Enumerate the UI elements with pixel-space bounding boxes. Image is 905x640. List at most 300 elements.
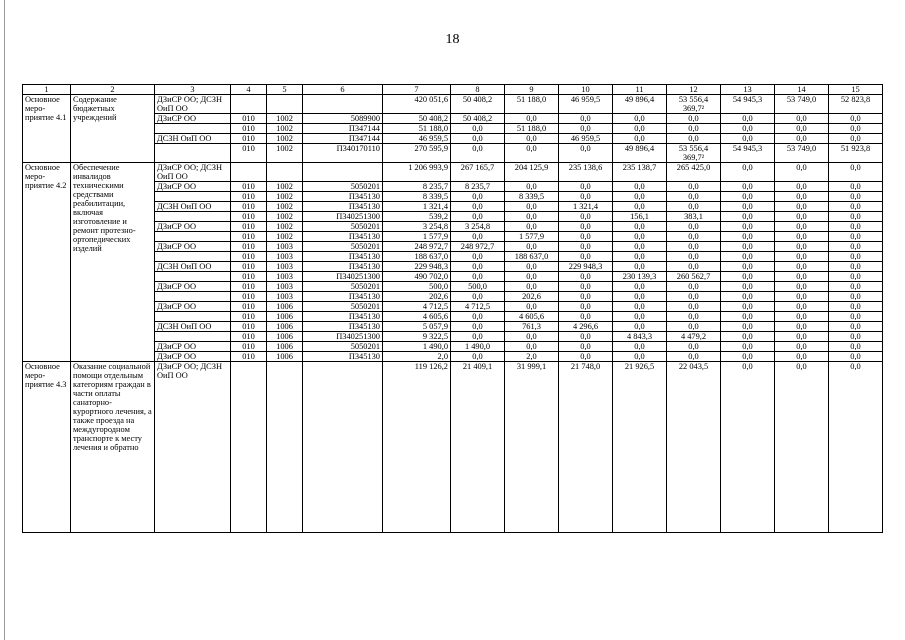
- section-code-cell: 1006: [267, 332, 303, 342]
- amount-cell: 5 057,9: [383, 322, 451, 332]
- amount-cell: 0,0: [775, 292, 829, 302]
- amount-cell: 0,0: [721, 302, 775, 312]
- target-article-cell: П345130: [303, 292, 383, 302]
- target-article-cell: П345130: [303, 352, 383, 362]
- target-article-cell: П345130: [303, 232, 383, 242]
- amount-cell: 0,0: [505, 332, 559, 342]
- column-number: 4: [231, 85, 267, 95]
- section-code-cell: 1002: [267, 144, 303, 163]
- amount-cell: 0,0: [451, 232, 505, 242]
- grbs-code-cell: [231, 362, 267, 533]
- amount-cell: 50 408,2: [451, 114, 505, 124]
- amount-cell: 0,0: [505, 342, 559, 352]
- amount-cell: 0,0: [775, 252, 829, 262]
- amount-cell: 0,0: [559, 182, 613, 192]
- amount-cell: 0,0: [721, 212, 775, 222]
- amount-cell: 0,0: [829, 342, 883, 352]
- amount-cell: 1 321,4: [559, 202, 613, 212]
- amount-cell: 0,0: [775, 342, 829, 352]
- amount-cell: 0,0: [829, 232, 883, 242]
- amount-cell: 0,0: [559, 192, 613, 202]
- amount-cell: 0,0: [775, 134, 829, 144]
- amount-cell: 0,0: [451, 292, 505, 302]
- amount-cell: 0,0: [613, 232, 667, 242]
- amount-cell: 0,0: [559, 272, 613, 282]
- section-code-cell: 1006: [267, 302, 303, 312]
- amount-cell: 0,0: [613, 192, 667, 202]
- amount-cell: 51 188,0: [505, 95, 559, 114]
- amount-cell: 235 138,6: [559, 163, 613, 182]
- amount-cell: 0,0: [559, 212, 613, 222]
- amount-cell: 9 322,5: [383, 332, 451, 342]
- amount-cell: 0,0: [721, 322, 775, 332]
- target-article-cell: П345130: [303, 322, 383, 332]
- grbs-code-cell: 010: [231, 282, 267, 292]
- amount-cell: 4 605,6: [383, 312, 451, 322]
- scan-edge-line: [4, 0, 5, 640]
- section-code-cell: 1002: [267, 222, 303, 232]
- amount-cell: 0,0: [829, 302, 883, 312]
- executor-cell: [155, 292, 231, 302]
- target-article-cell: 5050201: [303, 302, 383, 312]
- amount-cell: 0,0: [775, 212, 829, 222]
- amount-cell: 0,0: [505, 272, 559, 282]
- amount-cell: 0,0: [613, 342, 667, 352]
- grbs-code-cell: [231, 95, 267, 114]
- column-number: 13: [721, 85, 775, 95]
- amount-cell: 1 577,9: [505, 232, 559, 242]
- target-article-cell: П347144: [303, 134, 383, 144]
- amount-cell: 0,0: [829, 362, 883, 533]
- amount-cell: 1 490,0: [451, 342, 505, 352]
- grbs-code-cell: 010: [231, 192, 267, 202]
- amount-cell: 0,0: [505, 202, 559, 212]
- amount-cell: 0,0: [505, 262, 559, 272]
- amount-cell: 500,0: [451, 282, 505, 292]
- amount-cell: 51 188,0: [505, 124, 559, 134]
- amount-cell: 0,0: [667, 124, 721, 134]
- grbs-code-cell: 010: [231, 352, 267, 362]
- amount-cell: 0,0: [829, 262, 883, 272]
- table-row: [23, 163, 883, 182]
- amount-cell: 0,0: [613, 124, 667, 134]
- column-number: 14: [775, 85, 829, 95]
- target-article-cell: П340251300: [303, 332, 383, 342]
- amount-cell: 0,0: [505, 212, 559, 222]
- column-number: 15: [829, 85, 883, 95]
- grbs-code-cell: 010: [231, 262, 267, 272]
- amount-cell: 4 605,6: [505, 312, 559, 322]
- amount-cell: 4 712,5: [451, 302, 505, 312]
- amount-cell: 0,0: [451, 124, 505, 134]
- executor-cell: ДЗиСР ОО: [155, 342, 231, 352]
- amount-cell: 0,0: [613, 114, 667, 124]
- section-code-cell: 1003: [267, 292, 303, 302]
- amount-cell: 49 896,4: [613, 144, 667, 163]
- amount-cell: 0,0: [775, 222, 829, 232]
- executor-cell: [155, 272, 231, 282]
- amount-cell: 1 577,9: [383, 232, 451, 242]
- target-article-cell: 5050201: [303, 342, 383, 352]
- column-number: 9: [505, 85, 559, 95]
- amount-cell: 0,0: [559, 222, 613, 232]
- amount-cell: 1 206 993,9: [383, 163, 451, 182]
- grbs-code-cell: 010: [231, 342, 267, 352]
- amount-cell: 0,0: [775, 322, 829, 332]
- target-article-cell: 5089900: [303, 114, 383, 124]
- amount-cell: 0,0: [505, 134, 559, 144]
- amount-cell: 0,0: [829, 163, 883, 182]
- executor-cell: ДЗиСР ОО; ДСЗН ОиП ОО: [155, 163, 231, 182]
- measure-description-cell: Обеспечение инвалидов техническими средствами реабилитации, включая изготовление и ремонт протезно-ортопедических изделий: [71, 163, 155, 362]
- amount-cell: 0,0: [451, 252, 505, 262]
- amount-cell: 0,0: [451, 192, 505, 202]
- grbs-code-cell: 010: [231, 114, 267, 124]
- amount-cell: 0,0: [559, 252, 613, 262]
- amount-cell: 383,1: [667, 212, 721, 222]
- amount-cell: 0,0: [721, 262, 775, 272]
- executor-cell: ДЗиСР ОО; ДСЗН ОиП ОО: [155, 362, 231, 533]
- executor-cell: ДСЗН ОиП ОО: [155, 202, 231, 212]
- amount-cell: 0,0: [829, 272, 883, 282]
- amount-cell: 54 945,3: [721, 144, 775, 163]
- amount-cell: 0,0: [451, 144, 505, 163]
- executor-cell: [155, 232, 231, 242]
- amount-cell: 49 896,4: [613, 95, 667, 114]
- amount-cell: 204 125,9: [505, 163, 559, 182]
- amount-cell: 0,0: [775, 282, 829, 292]
- amount-cell: 0,0: [721, 232, 775, 242]
- grbs-code-cell: [231, 163, 267, 182]
- amount-cell: 0,0: [721, 202, 775, 212]
- amount-cell: 0,0: [505, 282, 559, 292]
- table-row: [23, 362, 883, 533]
- amount-cell: 0,0: [775, 302, 829, 312]
- target-article-cell: П345130: [303, 262, 383, 272]
- amount-cell: 52 823,8: [829, 95, 883, 114]
- amount-cell: 0,0: [559, 282, 613, 292]
- grbs-code-cell: 010: [231, 292, 267, 302]
- grbs-code-cell: 010: [231, 182, 267, 192]
- section-code-cell: 1002: [267, 182, 303, 192]
- amount-cell: 0,0: [829, 292, 883, 302]
- amount-cell: 0,0: [721, 134, 775, 144]
- page-number: 18: [445, 32, 460, 47]
- amount-cell: 0,0: [559, 352, 613, 362]
- amount-cell: 0,0: [559, 114, 613, 124]
- amount-cell: 0,0: [775, 242, 829, 252]
- amount-cell: 0,0: [775, 232, 829, 242]
- amount-cell: 3 254,8: [451, 222, 505, 232]
- amount-cell: 51 188,0: [383, 124, 451, 134]
- executor-cell: ДЗиСР ОО; ДСЗН ОиП ОО: [155, 95, 231, 114]
- executor-cell: [155, 252, 231, 262]
- amount-cell: 0,0: [559, 144, 613, 163]
- amount-cell: 0,0: [505, 302, 559, 312]
- section-code-cell: 1003: [267, 242, 303, 252]
- amount-cell: 0,0: [451, 272, 505, 282]
- section-code-cell: 1002: [267, 232, 303, 242]
- section-code-cell: 1002: [267, 114, 303, 124]
- grbs-code-cell: 010: [231, 222, 267, 232]
- amount-cell: 267 165,7: [451, 163, 505, 182]
- grbs-code-cell: 010: [231, 134, 267, 144]
- amount-cell: 248 972,7: [383, 242, 451, 252]
- executor-cell: ДЗиСР ОО: [155, 242, 231, 252]
- section-code-cell: 1002: [267, 134, 303, 144]
- amount-cell: 0,0: [613, 282, 667, 292]
- amount-cell: 0,0: [667, 352, 721, 362]
- amount-cell: 0,0: [775, 192, 829, 202]
- amount-cell: 21 926,5: [613, 362, 667, 533]
- amount-cell: 265 425,0: [667, 163, 721, 182]
- amount-cell: 0,0: [829, 242, 883, 252]
- column-number: 5: [267, 85, 303, 95]
- amount-cell: 0,0: [721, 163, 775, 182]
- amount-cell: 0,0: [721, 182, 775, 192]
- section-code-cell: [267, 95, 303, 114]
- amount-cell: 0,0: [505, 182, 559, 192]
- amount-cell: 761,3: [505, 322, 559, 332]
- amount-cell: 0,0: [829, 352, 883, 362]
- amount-cell: 0,0: [829, 192, 883, 202]
- amount-cell: 0,0: [505, 242, 559, 252]
- amount-cell: 0,0: [721, 332, 775, 342]
- target-article-cell: П345130: [303, 312, 383, 322]
- amount-cell: 4 296,6: [559, 322, 613, 332]
- amount-cell: 0,0: [721, 124, 775, 134]
- amount-cell: 0,0: [667, 282, 721, 292]
- section-code-cell: 1002: [267, 212, 303, 222]
- amount-cell: 0,0: [559, 342, 613, 352]
- amount-cell: 0,0: [829, 212, 883, 222]
- amount-cell: 0,0: [721, 362, 775, 533]
- grbs-code-cell: 010: [231, 124, 267, 134]
- amount-cell: 230 139,3: [613, 272, 667, 282]
- grbs-code-cell: 010: [231, 252, 267, 262]
- amount-cell: 8 339,5: [383, 192, 451, 202]
- amount-cell: 0,0: [775, 124, 829, 134]
- grbs-code-cell: 010: [231, 312, 267, 322]
- amount-cell: 0,0: [505, 114, 559, 124]
- amount-cell: 0,0: [829, 282, 883, 292]
- amount-cell: 4 712,5: [383, 302, 451, 312]
- grbs-code-cell: 010: [231, 322, 267, 332]
- amount-cell: 0,0: [559, 332, 613, 342]
- amount-cell: 0,0: [613, 252, 667, 262]
- grbs-code-cell: 010: [231, 212, 267, 222]
- amount-cell: 3 254,8: [383, 222, 451, 232]
- executor-cell: [155, 332, 231, 342]
- section-code-cell: 1006: [267, 312, 303, 322]
- section-code-cell: 1003: [267, 282, 303, 292]
- amount-cell: 202,6: [505, 292, 559, 302]
- target-article-cell: П340251300: [303, 272, 383, 282]
- amount-cell: 0,0: [721, 192, 775, 202]
- budget-table: [22, 84, 883, 533]
- amount-cell: 0,0: [451, 312, 505, 322]
- amount-cell: 539,2: [383, 212, 451, 222]
- column-number: 3: [155, 85, 231, 95]
- amount-cell: 0,0: [775, 352, 829, 362]
- amount-cell: 0,0: [775, 272, 829, 282]
- amount-cell: 8 235,7: [451, 182, 505, 192]
- executor-cell: [155, 212, 231, 222]
- amount-cell: 8 339,5: [505, 192, 559, 202]
- target-article-cell: 5050201: [303, 282, 383, 292]
- amount-cell: 21 748,0: [559, 362, 613, 533]
- target-article-cell: П345130: [303, 192, 383, 202]
- amount-cell: 0,0: [667, 342, 721, 352]
- amount-cell: 0,0: [667, 302, 721, 312]
- target-article-cell: [303, 95, 383, 114]
- measure-description-cell: Оказание социальной помощи отдельным категориям граждан в части оплаты санаторно-курортного лечения, а также проезда на междугородном транспорте к месту лечения и обратно: [71, 362, 155, 533]
- amount-cell: 0,0: [613, 242, 667, 252]
- executor-cell: ДЗиСР ОО: [155, 222, 231, 232]
- amount-cell: 0,0: [559, 302, 613, 312]
- amount-cell: 0,0: [613, 322, 667, 332]
- executor-cell: [155, 144, 231, 163]
- table-row: [23, 95, 883, 114]
- amount-cell: 0,0: [829, 252, 883, 262]
- target-article-cell: [303, 362, 383, 533]
- amount-cell: 0,0: [559, 232, 613, 242]
- amount-cell: 0,0: [451, 134, 505, 144]
- grbs-code-cell: 010: [231, 232, 267, 242]
- amount-cell: 4 479,2: [667, 332, 721, 342]
- executor-cell: ДЗиСР ОО: [155, 182, 231, 192]
- executor-cell: [155, 192, 231, 202]
- amount-cell: 53 749,0: [775, 144, 829, 163]
- column-number: 7: [383, 85, 451, 95]
- amount-cell: 0,0: [829, 182, 883, 192]
- grbs-code-cell: 010: [231, 242, 267, 252]
- amount-cell: 229 948,3: [559, 262, 613, 272]
- amount-cell: 0,0: [613, 312, 667, 322]
- amount-cell: 0,0: [829, 332, 883, 342]
- amount-cell: 0,0: [829, 222, 883, 232]
- amount-cell: 0,0: [829, 114, 883, 124]
- amount-cell: 0,0: [451, 202, 505, 212]
- column-number: 6: [303, 85, 383, 95]
- amount-cell: 0,0: [667, 222, 721, 232]
- amount-cell: 0,0: [667, 182, 721, 192]
- amount-cell: 53 556,4 369,7²: [667, 144, 721, 163]
- amount-cell: 50 408,2: [451, 95, 505, 114]
- column-number: 8: [451, 85, 505, 95]
- measure-name-cell: Основное меро-приятие 4.1: [23, 95, 71, 163]
- amount-cell: 0,0: [829, 124, 883, 134]
- amount-cell: 0,0: [667, 192, 721, 202]
- amount-cell: 0,0: [721, 114, 775, 124]
- amount-cell: 0,0: [667, 322, 721, 332]
- amount-cell: 21 409,1: [451, 362, 505, 533]
- amount-cell: 500,0: [383, 282, 451, 292]
- grbs-code-cell: 010: [231, 332, 267, 342]
- amount-cell: 0,0: [559, 242, 613, 252]
- amount-cell: 0,0: [667, 292, 721, 302]
- amount-cell: 1 321,4: [383, 202, 451, 212]
- amount-cell: 0,0: [613, 302, 667, 312]
- grbs-code-cell: 010: [231, 202, 267, 212]
- amount-cell: 0,0: [775, 182, 829, 192]
- amount-cell: 0,0: [775, 332, 829, 342]
- section-code-cell: 1003: [267, 272, 303, 282]
- amount-cell: 4 843,3: [613, 332, 667, 342]
- amount-cell: 0,0: [829, 134, 883, 144]
- amount-cell: 0,0: [613, 134, 667, 144]
- amount-cell: 8 235,7: [383, 182, 451, 192]
- amount-cell: 0,0: [667, 242, 721, 252]
- amount-cell: 0,0: [775, 163, 829, 182]
- executor-cell: ДЗиСР ОО: [155, 114, 231, 124]
- executor-cell: [155, 124, 231, 134]
- column-number: 1: [23, 85, 71, 95]
- amount-cell: 0,0: [559, 124, 613, 134]
- amount-cell: 119 126,2: [383, 362, 451, 533]
- target-article-cell: П340170110: [303, 144, 383, 163]
- amount-cell: 0,0: [613, 182, 667, 192]
- amount-cell: 2,0: [505, 352, 559, 362]
- amount-cell: 0,0: [505, 222, 559, 232]
- target-article-cell: 5050201: [303, 222, 383, 232]
- column-number-row: [23, 85, 883, 95]
- amount-cell: 46 959,5: [559, 134, 613, 144]
- target-article-cell: 5050201: [303, 242, 383, 252]
- amount-cell: 0,0: [775, 312, 829, 322]
- amount-cell: 53 749,0: [775, 95, 829, 114]
- target-article-cell: П340251300: [303, 212, 383, 222]
- target-article-cell: [303, 163, 383, 182]
- grbs-code-cell: 010: [231, 272, 267, 282]
- amount-cell: 188 637,0: [383, 252, 451, 262]
- amount-cell: 420 051,6: [383, 95, 451, 114]
- amount-cell: 0,0: [721, 272, 775, 282]
- amount-cell: 0,0: [451, 212, 505, 222]
- section-code-cell: 1002: [267, 192, 303, 202]
- amount-cell: 0,0: [613, 292, 667, 302]
- amount-cell: 0,0: [667, 262, 721, 272]
- amount-cell: 0,0: [775, 362, 829, 533]
- amount-cell: 235 138,7: [613, 163, 667, 182]
- section-code-cell: 1002: [267, 124, 303, 134]
- amount-cell: 0,0: [829, 322, 883, 332]
- amount-cell: 248 972,7: [451, 242, 505, 252]
- amount-cell: 0,0: [775, 202, 829, 212]
- measure-name-cell: Основное меро-приятие 4.3: [23, 362, 71, 533]
- column-number: 2: [71, 85, 155, 95]
- amount-cell: 0,0: [829, 202, 883, 212]
- amount-cell: 0,0: [721, 252, 775, 262]
- section-code-cell: 1003: [267, 252, 303, 262]
- amount-cell: 0,0: [451, 352, 505, 362]
- amount-cell: 0,0: [559, 292, 613, 302]
- amount-cell: 260 562,7: [667, 272, 721, 282]
- amount-cell: 2,0: [383, 352, 451, 362]
- column-number: 10: [559, 85, 613, 95]
- amount-cell: 0,0: [667, 312, 721, 322]
- amount-cell: 0,0: [451, 322, 505, 332]
- section-code-cell: [267, 362, 303, 533]
- executor-cell: ДСЗН ОиП ОО: [155, 134, 231, 144]
- amount-cell: 0,0: [505, 144, 559, 163]
- measure-name-cell: Основное меро-приятие 4.2: [23, 163, 71, 362]
- amount-cell: 51 923,8: [829, 144, 883, 163]
- executor-cell: ДЗиСР ОО: [155, 302, 231, 312]
- amount-cell: 0,0: [721, 282, 775, 292]
- section-code-cell: 1006: [267, 322, 303, 332]
- amount-cell: 0,0: [775, 114, 829, 124]
